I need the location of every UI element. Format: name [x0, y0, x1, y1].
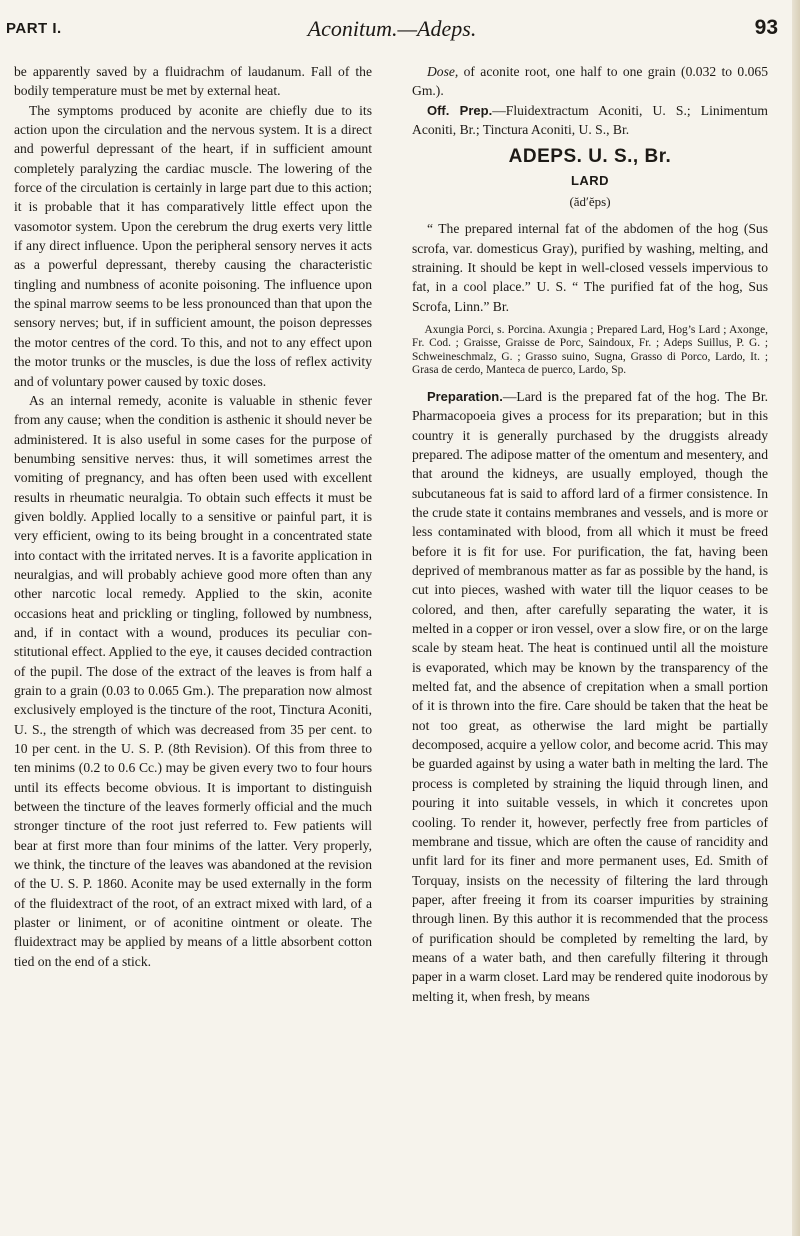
dose-text: of aconite root, one half to one grain (0.032 to 0.065 Gm.).	[412, 64, 768, 99]
left-column	[14, 62, 372, 971]
dose-paragraph	[412, 62, 768, 101]
lard-heading: LARD	[570, 172, 610, 188]
right-column	[412, 62, 768, 1006]
adeps-heading: ADEPS. U. S., Br.	[508, 146, 672, 168]
running-header	[6, 14, 778, 44]
official-preparations	[412, 101, 768, 140]
definition-paragraph: “ The prepared internal fat of the abdomen of the hog (Sus scrofa, var. domesticus Gray), purified by washing, melting, and straining. It should be kept in well-closed vessels impervious to fat, in a cool place.” U. S. “ The purified fat of the hog, Sus Scrofa, Linn.” Br.	[412, 221, 768, 314]
running-title: Aconitum.—Adeps.	[307, 16, 477, 41]
pronunciation: (ăd′ĕps)	[569, 194, 611, 210]
page-edge-shadow	[792, 0, 800, 1236]
preparation-label: Preparation.	[426, 388, 503, 404]
paragraph-symptoms: The symptoms produced by aconite are chiefly due to its action upon the circulation and the nervous system. It is a direct and powerful depressant of the heart, if in sufficient amount completely paralyzing the cardiac muscle. The lowering of the force of the circulation is certainly in large part due to this action; it is probable that it has comparatively little effect upon the vasomotor system. Upon the cerebrum the drug exerts very little if any direct influence. Upon the peripheral sensory nerves it acts as a powerful depressant, thereby causing the characteristic tingling and numbness of aconite poisoning. The influence upon the spinal marrow seems to be less pronounced than that upon the sensory nerves; but, if in sufficient amount, the poison depresses the motor centres of the cord. To this, and not to any effect upon the motor trunks or the muscles, is due the loss of reflex activity and of voluntary power caused by toxic doses.	[14, 102, 372, 389]
paragraph-internal-remedy: As an internal remedy, aconite is valuable in sthenic fever from any cause; when the condition is asthenic it should never be administered. It is also useful in some cases for the purpose of benumbing sensitive nerves: thus, it will sometimes arrest the vomiting of pregnancy, and has often been used with excellent results in rheumatic neuralgia. To obtain such effects it must be given boldly. Applied locally to a sensitive or painful part, it is very efficient, owing to its being brought in a concentrated state into contact with the irritated nerves. It is a favorite application in neuralgias, and will probably achieve good more often than any other narcotic local remedy. Applied to the skin, aconite occasions heat and prickling or tingling, followed by numbness, and, if in contact with a wound, produces its peculiar constitutional effect. Applied to the eye, it causes decided contraction of the pupil. The dose of the extract of the leaves is from half a grain to a grain (0.03 to 0.065 Gm.). The preparation now almost exclusively employed is the tincture of the root, Tinctura Aconiti, U. S., the strength of which was decreased from 35 per cent. to 10 per cent. in the U. S. P. (8th Revision). Of this from three to ten minims (0.2 to 0.6 Cc.) may be given every two to four hours until its effects become obvious. It is important to distinguish between the tincture of the leaves formerly official and the much stronger tincture of the root just referred to. Few patients will bear at first more than four minims of the latter. Very properly, we think, the tincture of the leaves was abandoned at the revision of the U. S. P. 1860. Aconite may be used externally in the form of the fluidextract of the root, of an extract mixed with lard, of a plaster or liniment, or of aconitine ointment or oleate. The fluidextract may be applied by means of a little absorbent cotton tied on the end of a stick.	[14, 392, 372, 969]
part-label: PART I.	[6, 20, 62, 37]
page-number: 93	[754, 16, 778, 39]
preparation-text: —Lard is the prepared fat of the hog. The Br. Pharmacopoeia gives a process for its preparation; but in this country it is generally purchased by the druggists already prepared. The adipose matter of the omentum and mesentery, and that around the kidneys, are usually employed, though the subcutaneous fat is said to afford lard of a firmer consistence. In the crude state it contains membranes and vessels, and is more or less contaminated with blood, from all which it must be freed before it is fit for use. For purification, the fat, having been deprived of membranous matter as far as possible by the hand, is cut into pieces, washed with water till the liquor ceases to be colored, and then, after carefully separating the water, it is melted in a copper or iron vessel, over a slow fire, or on the large scale by steam heat. The heat is continued until all the moisture is evaporated, which may be known by the transparency of the melted fat, and the absence of crepitation when a small portion of it is thrown into the fire. Care should be taken that the heat be not too great, as otherwise the lard might be partially decomposed, acquire a yellow color, and become acrid. This may be guarded against by using a water bath in melting the lard. The process is completed by straining the liquid through linen, and pouring it into suitable vessels, in which it concretes upon cooling. To render it, however, perfectly free from particles of membrane and tissue, which are often the cause of rancidity and unfit lard for its finer and more permanent uses, Ed. Smith of Torquay, insists on the necessity of filtering the lard through paper, after freeing it from its coarser impurities by straining through linen. By this author it is recommended that the process of purification should be completed by remelting the lard, by means of a water bath, and then carefully filtering it through paper in a warm closet. Lard may be rendered quite inodorous by melting it, when fresh, by means	[412, 388, 768, 1004]
off-prep-label: Off. Prep.	[426, 102, 493, 118]
off-prep-text: —Fluidextractum Aconiti, U. S.; Linimentum Aconiti, Br.; Tinctura Aconiti, U. S., Br.	[412, 102, 768, 138]
paragraph-continued: be apparently saved by a fluidrachm of laudanum. Fall of the bodily temperature must be met by external heat.	[14, 64, 372, 99]
dose-label: Dose,	[426, 64, 459, 79]
preparation-paragraph	[412, 387, 768, 1006]
synonyms-paragraph: Axungia Porci, s. Porcina. Axungia ; Prepared Lard, Hog’s Lard ; Axonge, Fr. Cod. ; Graisse, Graisse de Porc, Saindoux, Fr. ; Adeps Suillus, P. G. ; Schweineschmalz, G. ; Grasso suino, Sugna, Grasso di Porco, Lardo, It. ; Grasa de cerdo, Manteca de puerco, Lardo, Sp.	[412, 324, 768, 376]
